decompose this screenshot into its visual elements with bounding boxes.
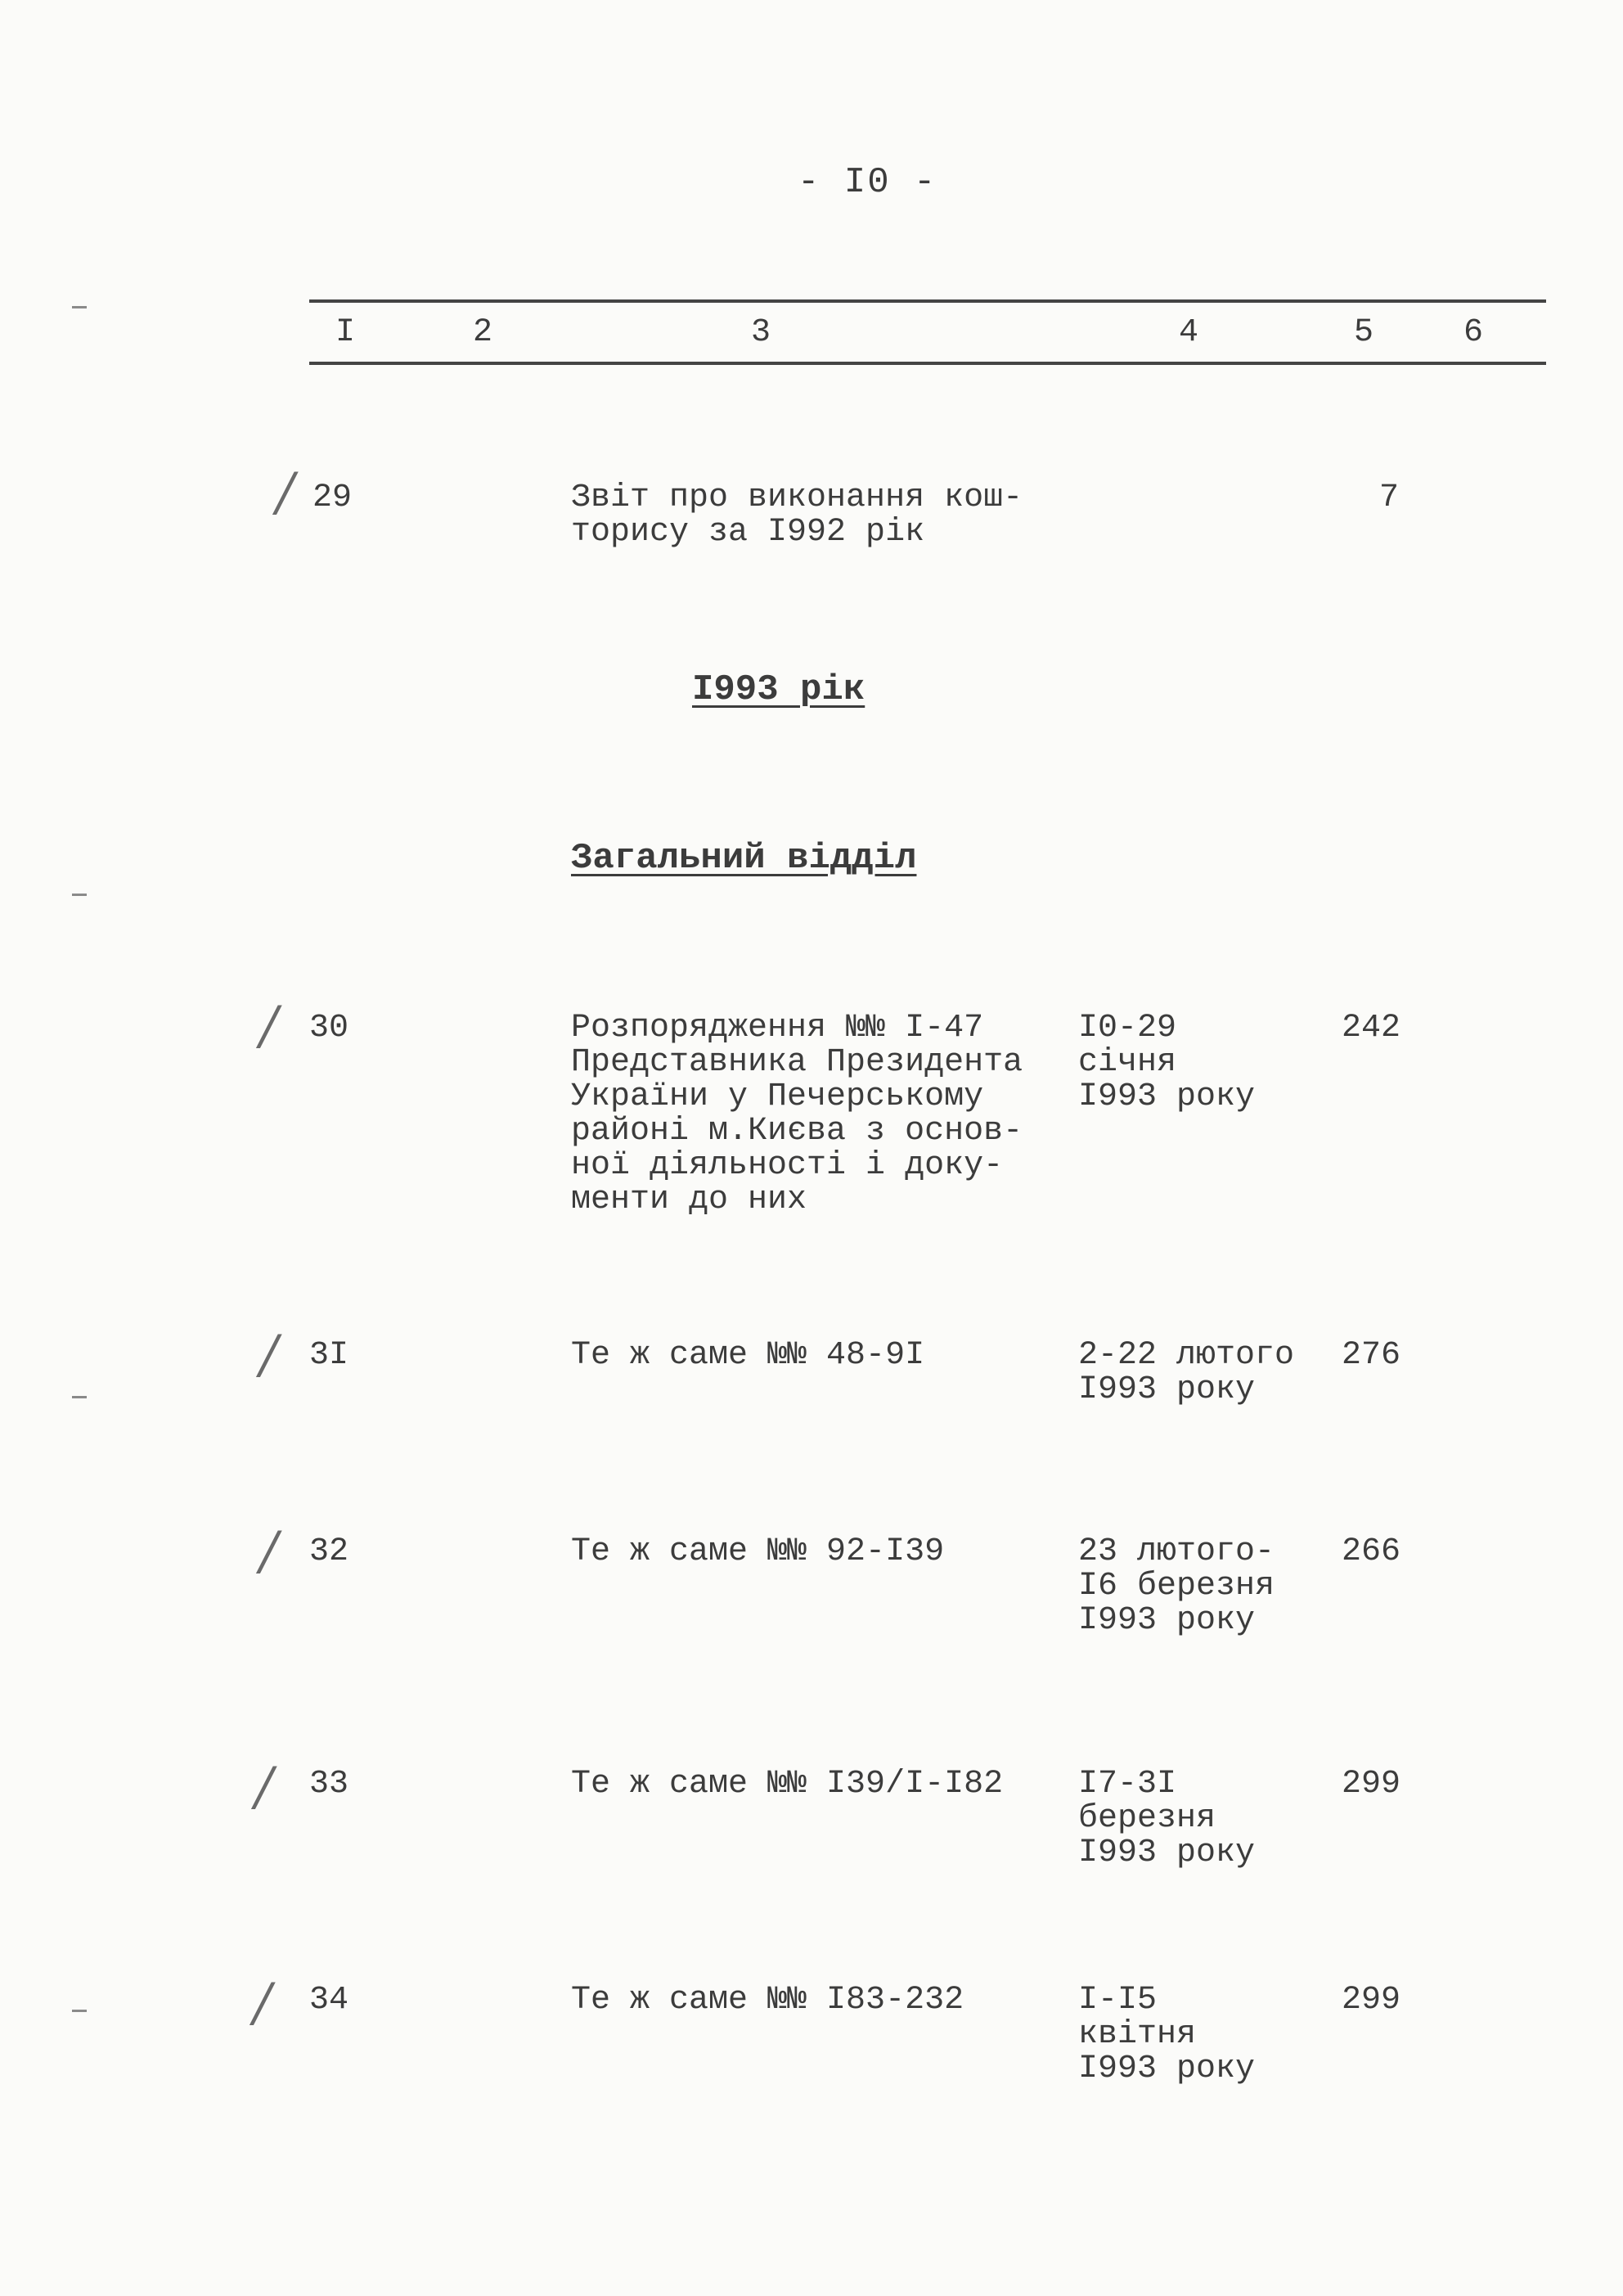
- document-title: Розпорядження №№ I-47 Представника Президента України у Печерському районі м.Києва з основ- ної діяльності і доку- менти до них: [571, 1010, 1023, 1218]
- pen-checkmark: /: [260, 1325, 278, 1385]
- document-title: Те ж саме №№ I39/I-I82: [571, 1766, 1004, 1803]
- document-dates: 2-22 лютого I993 року: [1078, 1337, 1295, 1408]
- row-number: 29: [312, 479, 353, 516]
- pen-checkmark: /: [254, 1973, 272, 2033]
- department-heading: Загальний відділ: [571, 838, 917, 879]
- document-title: Те ж саме №№ 48-9I: [571, 1337, 925, 1374]
- pen-checkmark: /: [260, 1521, 278, 1582]
- document-title: Те ж саме №№ 92-I39: [571, 1533, 945, 1570]
- document-dates: I-I5 квітня I993 року: [1078, 1982, 1256, 2087]
- margin-dash: [72, 2010, 87, 2012]
- row-number: 3I: [309, 1337, 349, 1374]
- margin-dash: [72, 1396, 87, 1398]
- document-title: Те ж саме №№ I83-232: [571, 1982, 964, 2019]
- row-number: 30: [309, 1010, 349, 1047]
- pen-checkmark: /: [255, 1757, 273, 1817]
- column-number: 5: [1354, 314, 1374, 351]
- column-number: 4: [1179, 314, 1199, 351]
- margin-dash: [72, 894, 87, 896]
- column-number: 2: [473, 314, 493, 351]
- pen-checkmark: /: [276, 462, 294, 523]
- sheet-count: 266: [1342, 1533, 1401, 1570]
- sheet-count: 276: [1342, 1337, 1401, 1374]
- sheet-count: 299: [1342, 1982, 1401, 2019]
- sheet-count: 7: [1379, 479, 1400, 516]
- document-dates: 23 лютого- I6 березня I993 року: [1078, 1533, 1275, 1639]
- pen-checkmark: /: [260, 996, 278, 1056]
- column-number: I: [335, 314, 356, 351]
- year-heading: I993 рік: [692, 669, 865, 710]
- column-number: 6: [1463, 314, 1484, 351]
- column-header-row: [309, 299, 1546, 365]
- document-title: Звіт про виконання кош- торису за I992 рік: [571, 479, 1023, 551]
- sheet-count: 242: [1342, 1010, 1401, 1047]
- margin-dash: [72, 306, 87, 308]
- column-number: 3: [751, 314, 771, 351]
- sheet-count: 299: [1342, 1766, 1401, 1803]
- page-number: - I0 -: [798, 162, 937, 203]
- document-dates: I0-29 січня I993 року: [1078, 1010, 1256, 1115]
- document-dates: I7-3I березня I993 року: [1078, 1766, 1256, 1871]
- row-number: 34: [309, 1982, 349, 2019]
- row-number: 33: [309, 1766, 349, 1803]
- row-number: 32: [309, 1533, 349, 1570]
